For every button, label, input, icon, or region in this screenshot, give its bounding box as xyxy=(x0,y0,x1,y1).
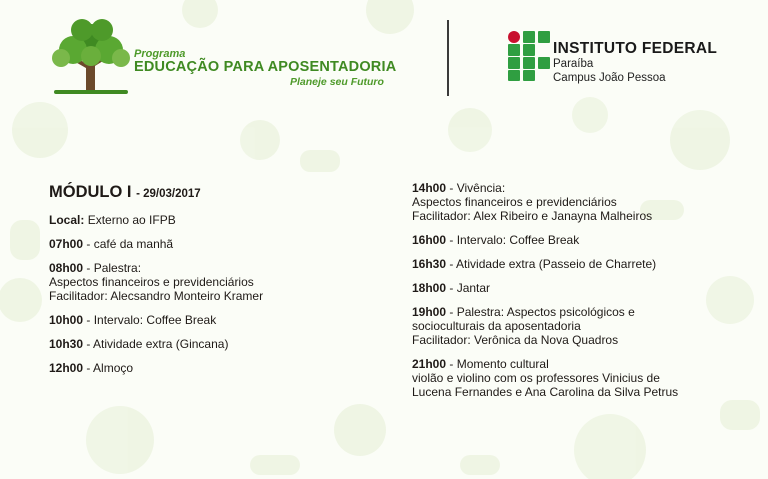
institute-campus: Campus João Pessoa xyxy=(553,72,666,84)
schedule-left-column xyxy=(49,183,389,385)
entry-text: Facilitador: Alecsandro Monteiro Kramer xyxy=(49,289,264,303)
schedule-entry: 19h00 - Palestra: Aspectos psicológicos e socioculturais da aposentadoria Facilitador: Verônica da Nova Quadros xyxy=(412,305,635,347)
module-heading xyxy=(49,183,389,203)
entry-text: Momento cultural xyxy=(456,357,549,371)
schedule-entry: 16h00 - Intervalo: Coffee Break xyxy=(412,233,580,247)
entry-text: Almoço xyxy=(93,361,134,375)
entry-text: violão e violino com os professores Vinicius de xyxy=(412,371,660,385)
entry-text: Jantar xyxy=(456,281,491,295)
entry-text: Palestra: xyxy=(93,261,142,275)
schedule-entry: 12h00 - Almoço xyxy=(49,361,134,375)
schedule-entry: 14h00 - Vivência: Aspectos financeiros e previdenciários Facilitador: Alex Ribeiro e Janayna Malheiros xyxy=(412,181,653,223)
entry-text: Intervalo: Coffee Break xyxy=(456,233,580,247)
schedule-entry: 10h00 - Intervalo: Coffee Break xyxy=(49,313,217,327)
entry-text: Lucena Fernandes e Ana Carolina da Silva Petrus xyxy=(412,385,679,399)
schedule-right-column xyxy=(412,181,742,409)
entry-time: 07h00 xyxy=(49,237,84,251)
entry-text: Palestra: Aspectos psicológicos e xyxy=(456,305,635,319)
entry-text: café da manhã xyxy=(93,237,174,251)
module-title: MÓDULO I xyxy=(49,183,132,201)
location-entry xyxy=(49,213,389,227)
entry-time: 14h00 xyxy=(412,181,447,195)
location-value: Externo ao IFPB xyxy=(87,213,176,227)
entry-time: 18h00 xyxy=(412,281,447,295)
schedule-entry: 21h00 - Momento cultural violão e violino com os professores Vinicius de Lucena Fernandes e Ana Carolina da Silva Petrus xyxy=(412,357,679,399)
entry-text: Atividade extra (Gincana) xyxy=(93,337,229,351)
entry-time: 19h00 xyxy=(412,305,447,319)
entry-time: 21h00 xyxy=(412,357,447,371)
module-date: - 29/03/2017 xyxy=(136,188,201,200)
schedule-entry: 18h00 - Jantar xyxy=(412,281,491,295)
schedule-entry: 07h00 - café da manhã xyxy=(49,237,174,251)
entry-time: 08h00 xyxy=(49,261,84,275)
entry-text: socioculturais da aposentadoria xyxy=(412,319,581,333)
entry-time: 10h30 xyxy=(49,337,84,351)
institute-state: Paraíba xyxy=(553,58,594,70)
entry-text: Aspectos financeiros e previdenciários xyxy=(49,275,254,289)
entry-text: Atividade extra (Passeio de Charrete) xyxy=(456,257,657,271)
header-divider xyxy=(447,20,449,96)
entry-time: 16h00 xyxy=(412,233,447,247)
entry-time: 10h00 xyxy=(49,313,84,327)
entry-time: 12h00 xyxy=(49,361,84,375)
schedule-entry: 16h30 - Atividade extra (Passeio de Charrete) xyxy=(412,257,657,271)
entry-text: Aspectos financeiros e previdenciários xyxy=(412,195,617,209)
entry-text: Facilitador: Verônica da Nova Quadros xyxy=(412,333,619,347)
tree-logo-icon xyxy=(46,16,136,96)
entry-time: 16h30 xyxy=(412,257,447,271)
location-label: Local: xyxy=(49,213,85,227)
header xyxy=(0,0,768,120)
schedule-entry: 10h30 - Atividade extra (Gincana) xyxy=(49,337,229,351)
institute-name: INSTITUTO FEDERAL xyxy=(553,40,718,57)
entry-text: Intervalo: Coffee Break xyxy=(93,313,217,327)
program-label: Programa xyxy=(134,48,186,60)
schedule-entry: 08h00 - Palestra: Aspectos financeiros e previdenciários Facilitador: Alecsandro Monteiro Kramer xyxy=(49,261,264,303)
instituto-federal-logo-icon xyxy=(508,31,550,81)
program-subtitle: Planeje seu Futuro xyxy=(290,76,384,88)
program-title: EDUCAÇÃO PARA APOSENTADORIA xyxy=(134,59,397,75)
entry-text: Vivência: xyxy=(456,181,506,195)
entry-text: Facilitador: Alex Ribeiro e Janayna Malheiros xyxy=(412,209,653,223)
